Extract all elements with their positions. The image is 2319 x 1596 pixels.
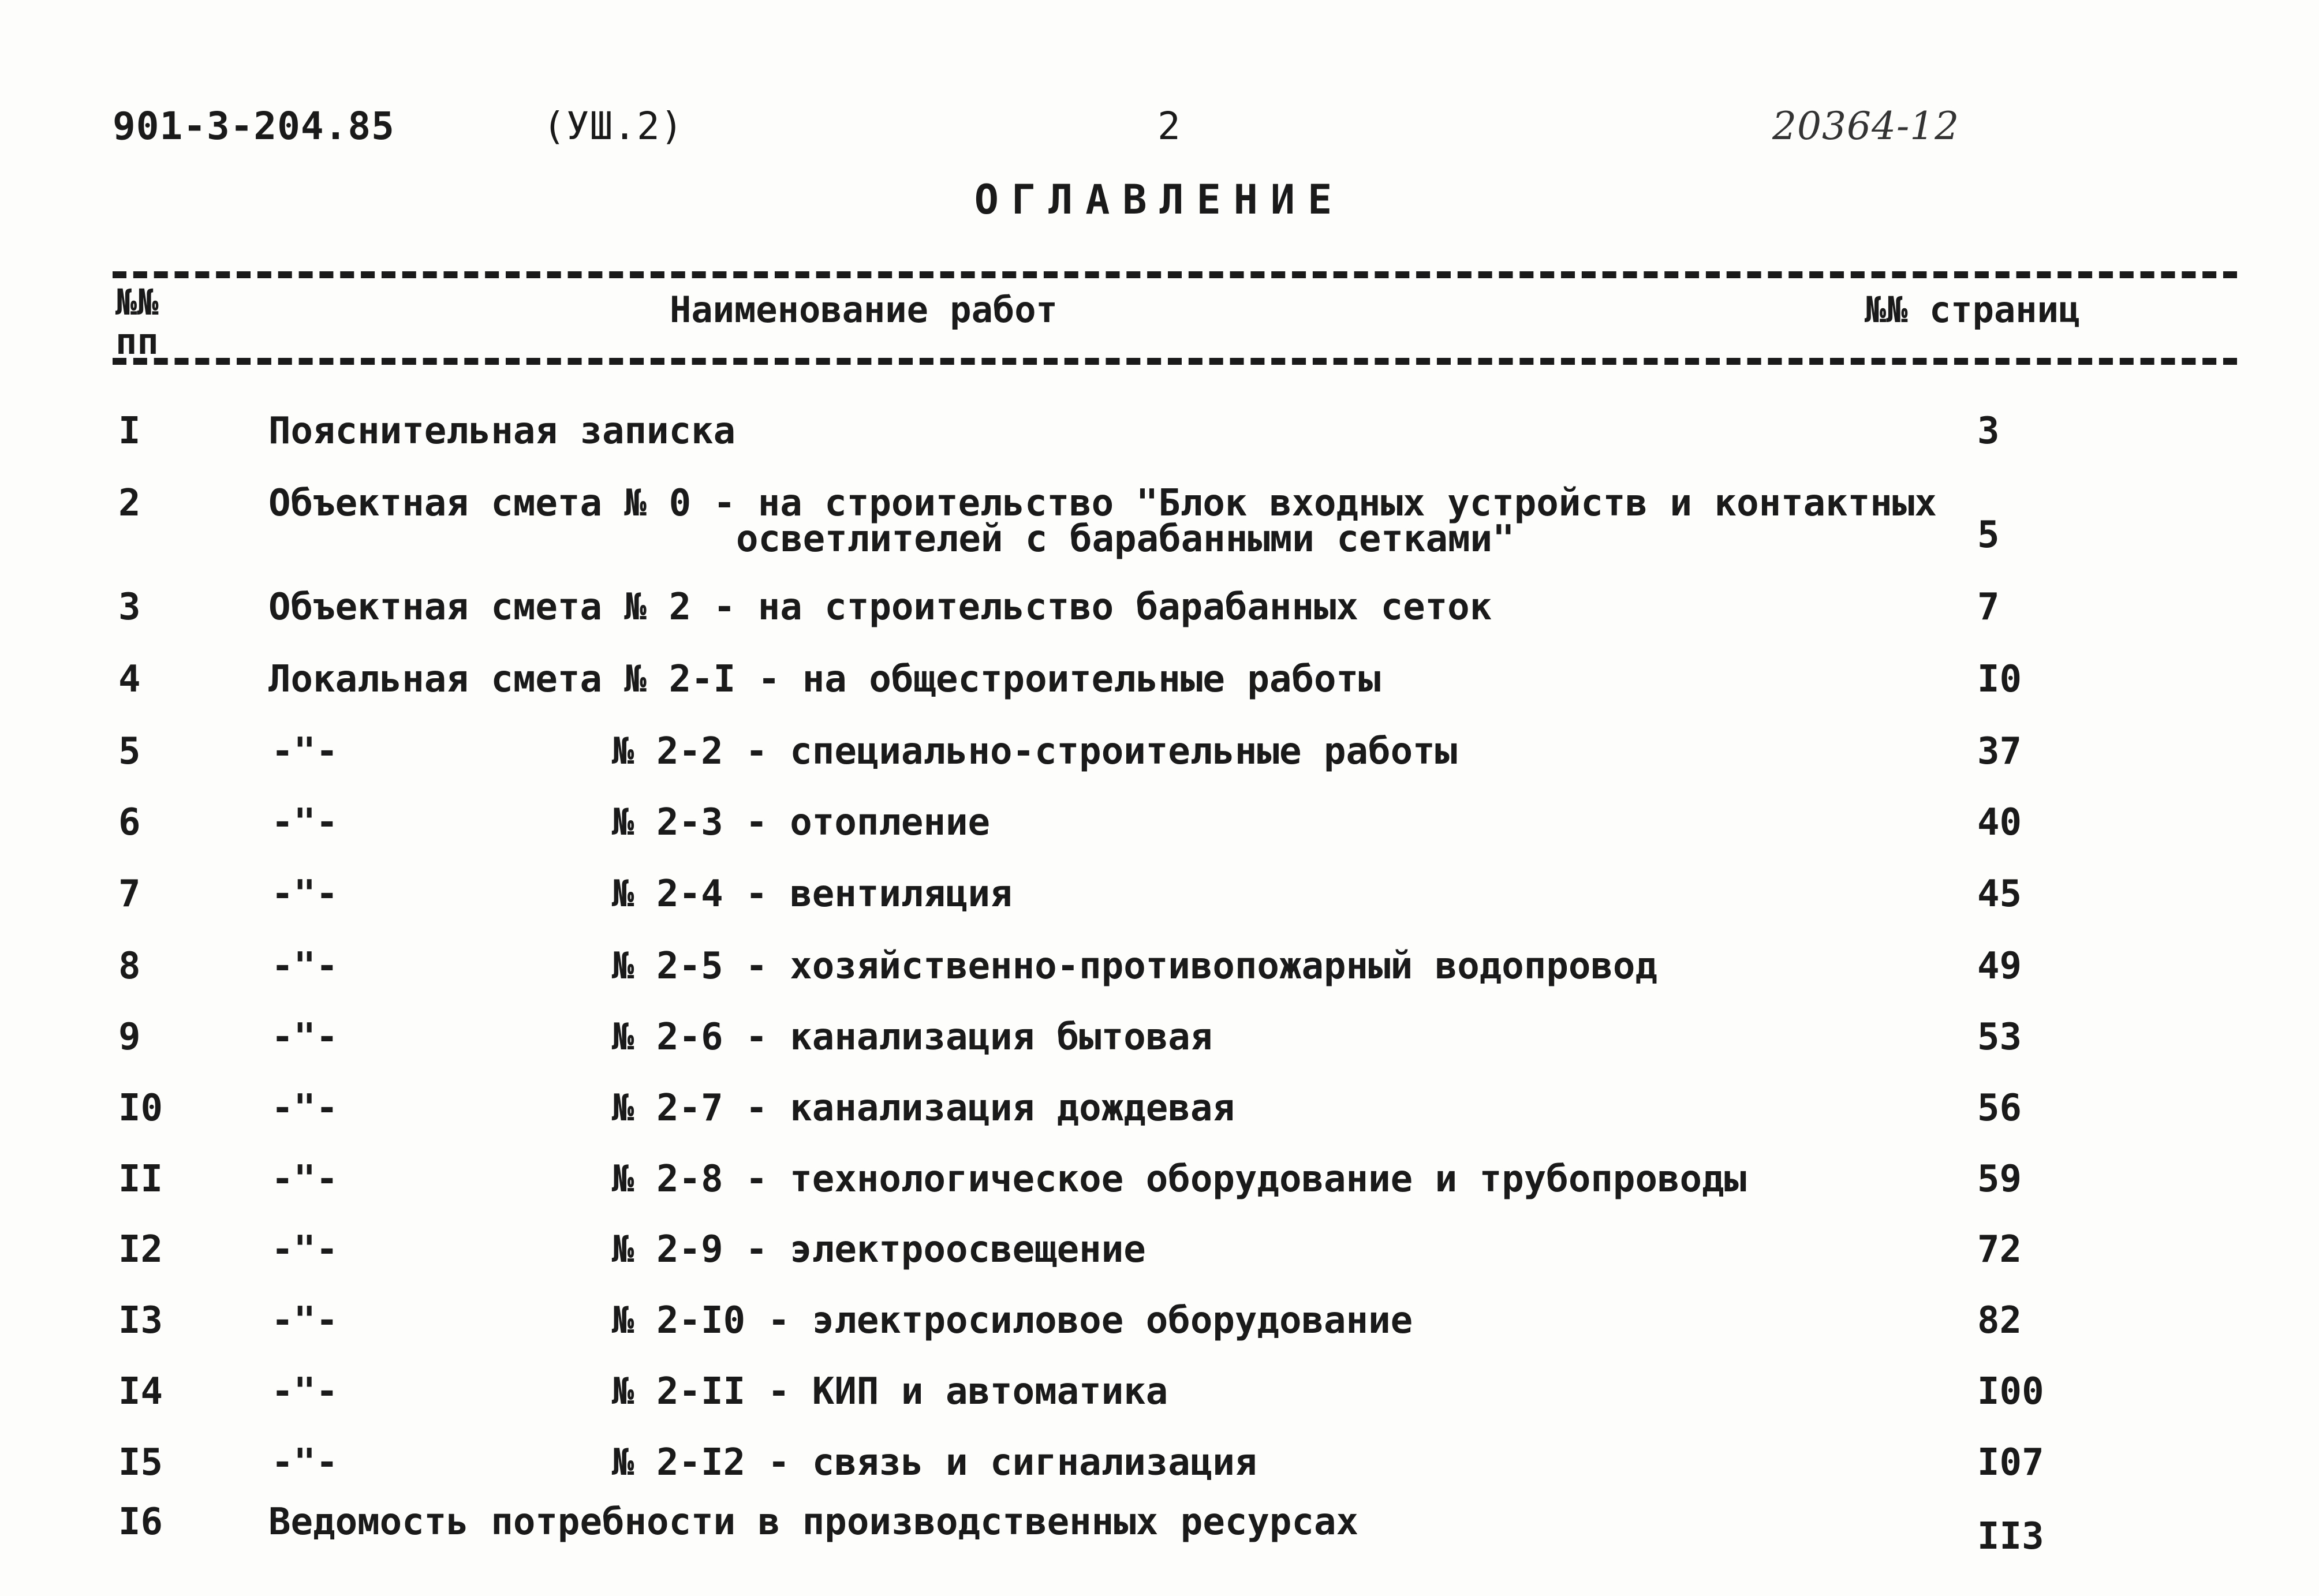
ditto-mark: -"-: [271, 945, 338, 988]
ditto-mark: -"-: [271, 730, 338, 773]
row-page: 53: [1977, 1016, 2022, 1059]
toc-row: [0, 1441, 2319, 1505]
row-page: I0: [1977, 658, 2022, 701]
ditto-mark: -"-: [271, 801, 338, 844]
row-page: I07: [1977, 1441, 2044, 1484]
ditto-mark: -"-: [271, 1016, 338, 1059]
toc-row: [0, 730, 2319, 794]
row-title: № 2-2 - специально-строительные работы: [612, 730, 1458, 773]
row-title: № 2-8 - технологическое оборудование и трубопроводы: [612, 1158, 1747, 1201]
row-title-continuation: осветлителей с барабанными сетками": [736, 518, 1515, 560]
row-title: № 2-5 - хозяйственно-противопожарный водопровод: [612, 945, 1657, 988]
row-number: 9: [118, 1016, 141, 1059]
row-number: I6: [118, 1501, 163, 1543]
ditto-mark: -"-: [271, 1441, 338, 1484]
row-title: Объектная смета № 0 - на строительство "Блок входных устройств и контактных: [268, 482, 1937, 525]
row-page: I00: [1977, 1370, 2044, 1413]
row-page: 82: [1977, 1299, 2022, 1342]
row-title: № 2-7 - канализация дождевая: [612, 1087, 1235, 1130]
row-number: 7: [118, 873, 141, 915]
toc-row: [0, 1370, 2319, 1434]
row-number: I5: [118, 1441, 163, 1484]
row-number: 6: [118, 801, 141, 844]
row-number: I4: [118, 1370, 163, 1413]
ditto-mark: -"-: [271, 1158, 338, 1201]
toc-row: [0, 1299, 2319, 1363]
row-title: № 2-3 - отопление: [612, 801, 991, 844]
toc-row: [0, 945, 2319, 1008]
toc-row: [0, 482, 2319, 560]
toc-row: [0, 1158, 2319, 1221]
row-page: 72: [1977, 1228, 2022, 1271]
row-page: II3: [1977, 1515, 2044, 1558]
row-number: I0: [118, 1087, 163, 1130]
toc-row: [0, 873, 2319, 936]
column-header-number: №№ пп: [115, 281, 159, 362]
row-title: № 2-II - КИП и автоматика: [612, 1370, 1168, 1413]
row-page: 45: [1977, 873, 2022, 915]
row-page: 40: [1977, 801, 2022, 844]
ditto-mark: -"-: [271, 1087, 338, 1130]
row-number: II: [118, 1158, 163, 1201]
row-title: № 2-9 - электроосвещение: [612, 1228, 1146, 1271]
page-title: ОГЛАВЛЕНИЕ: [974, 176, 1345, 223]
row-page: 49: [1977, 945, 2022, 988]
row-number: 8: [118, 945, 141, 988]
document-code: 901-3-204.85: [113, 104, 395, 148]
row-title: № 2-I0 - электросиловое оборудование: [612, 1299, 1413, 1342]
toc-row: [0, 586, 2319, 649]
page-number: 2: [1157, 104, 1181, 148]
ditto-mark: -"-: [271, 1228, 338, 1271]
row-number: 3: [118, 586, 141, 629]
row-title: № 2-6 - канализация бытовая: [612, 1016, 1213, 1059]
row-title: Ведомость потребности в производственных ресурсах: [268, 1501, 1359, 1543]
column-header-pages: №№ страниц: [1865, 289, 2081, 331]
row-page: 5: [1977, 514, 2000, 556]
toc-row: [0, 1228, 2319, 1292]
row-page: 3: [1977, 410, 2000, 453]
ditto-mark: -"-: [271, 873, 338, 915]
toc-row: [0, 1016, 2319, 1079]
ditto-mark: -"-: [271, 1299, 338, 1342]
toc-row: [0, 1501, 2319, 1564]
row-title: № 2-I2 - связь и сигнализация: [612, 1441, 1257, 1484]
inventory-number: 20364-12: [1772, 104, 1960, 148]
toc-row: [0, 658, 2319, 722]
row-number: 2: [118, 482, 141, 525]
volume-label: (УШ.2): [543, 104, 684, 148]
row-number: I: [118, 410, 141, 453]
row-page: 56: [1977, 1087, 2022, 1130]
toc-row: [0, 801, 2319, 865]
row-page: 37: [1977, 730, 2022, 773]
ditto-mark: -"-: [271, 1370, 338, 1413]
row-title: Пояснительная записка: [268, 410, 736, 453]
column-header-name: Наименование работ: [670, 289, 1058, 331]
row-number: I2: [118, 1228, 163, 1271]
row-number: I3: [118, 1299, 163, 1342]
row-title: Локальная смета № 2-I - на общестроительные работы: [268, 658, 1381, 701]
row-title: № 2-4 - вентиляция: [612, 873, 1013, 915]
row-number: 4: [118, 658, 141, 701]
toc-row: [0, 410, 2319, 473]
row-page: 7: [1977, 586, 2000, 629]
row-title: Объектная смета № 2 - на строительство барабанных сеток: [268, 586, 1492, 629]
row-number: 5: [118, 730, 141, 773]
toc-row: [0, 1087, 2319, 1150]
row-page: 59: [1977, 1158, 2022, 1201]
